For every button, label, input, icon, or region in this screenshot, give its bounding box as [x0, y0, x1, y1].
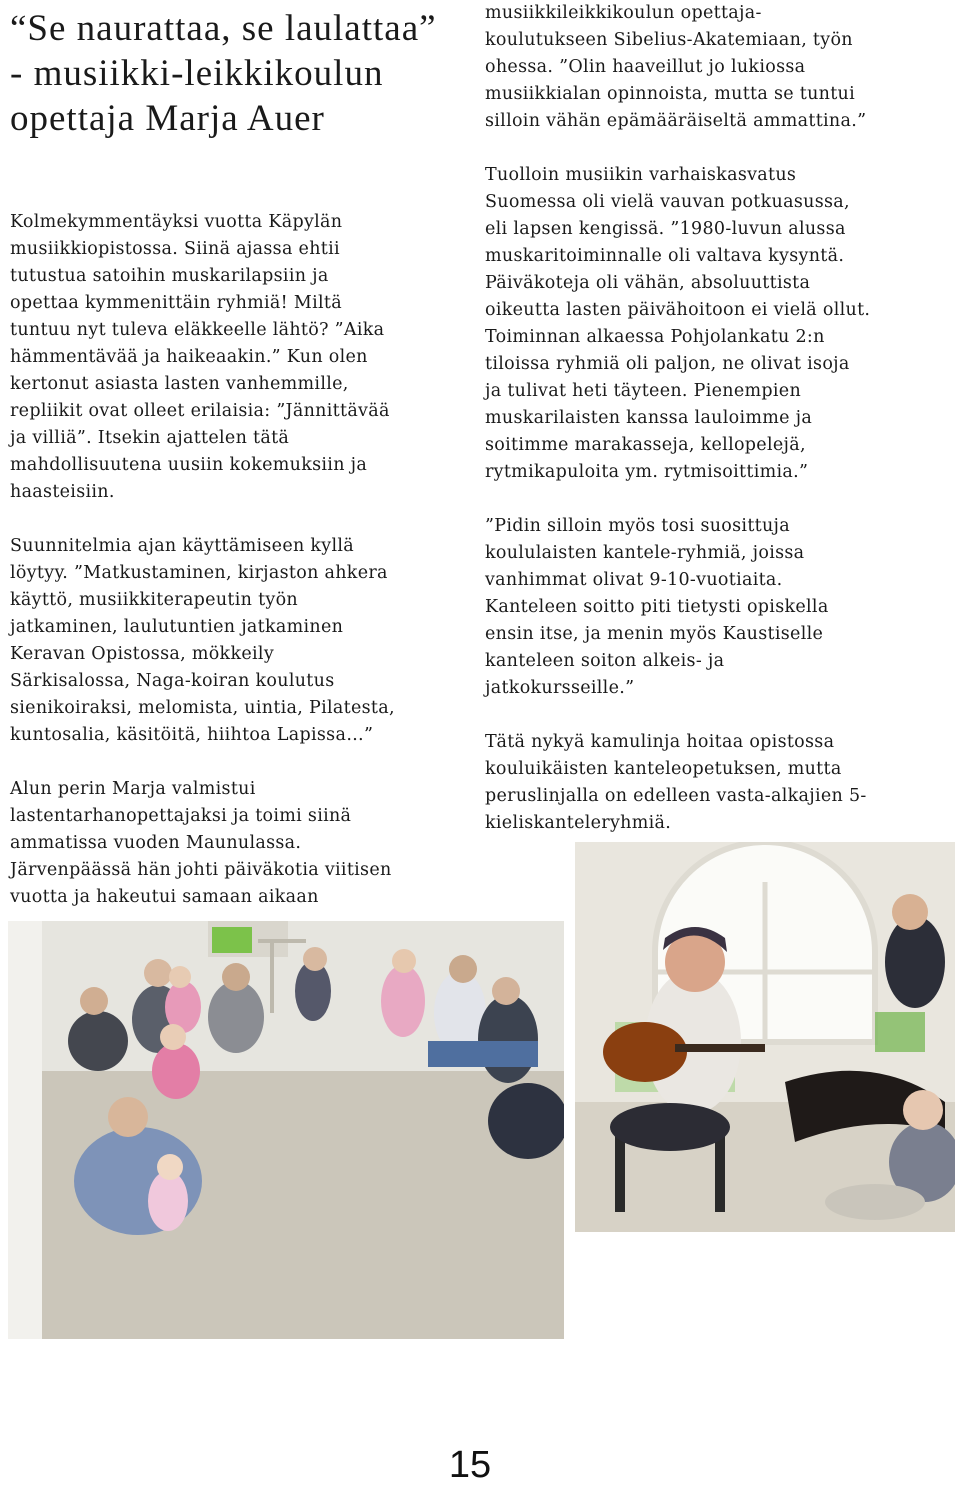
left-column: [10, 209, 455, 938]
photo-music-circle-illustration: [8, 921, 564, 1339]
paragraph: Tätä nykyä kamulinja hoitaa opistossa kouluikäisten kanteleopetuksen, mutta peruslinjalla on edelleen vasta-alkajien 5- kieliskanteleryhmiä.: [485, 732, 867, 833]
paragraph: Tuolloin musiikin varhaiskasvatus Suomessa oli vielä vauvan potkuasussa, eli lapsen kengissä. ”1980-luvun alussa muskaritoiminnalle oli valtava kysyntä. Päiväkoteja oli vähän, absoluuttista oikeutta lasten päivähoitoon ei vielä ollut. Toiminnan alkaessa Pohjolankatu 2:n tiloissa ryhmiä oli paljon, ne olivat isoja ja tulivat heti täyteen. Pienempien muskarilaisten kanssa lauloimme ja soitimme marakasseja, kellopelejä, rytmikapuloita ym. rytmisoittimia.”: [485, 165, 871, 482]
page-number: 15: [448, 1444, 492, 1486]
paragraph: Kolmekymmentäyksi vuotta Käpylän musiikkiopistossa. Siinä ajassa ehtii tutustua satoihin muskarilapsiin ja opettaa kymmenittäin ryhmiä! Miltä tuntuu nyt tuleva eläkkeelle lähtö? ”Aika hämmentävää ja haikeaakin.” Kun olen kertonut asiasta lasten vanhemmille, repliikit ovat olleet erilaisia: ”Jännittävää ja villiä”. Itsekin ajattelen tätä mahdollisuutena uusiin kokemuksiin ja haasteisiin.: [10, 212, 390, 502]
photo-teacher-guitar: [575, 842, 955, 1232]
photo-teacher-guitar-illustration: [575, 842, 955, 1232]
paragraph: ”Pidin silloin myös tosi suosittuja koululaisten kantele-ryhmiä, joissa vanhimmat olivat 9-10-vuotiaita. Kanteleen soitto piti tietysti opiskella ensin itse, ja menin myös Kaustiselle kanteleen soiton alkeis- ja jatkokursseille.”: [485, 516, 829, 698]
article-title: “Se naurattaa, se laulattaa” - musiikki-leikkikoulun opettaja Marja Auer: [10, 8, 437, 139]
photo-music-circle: [8, 921, 564, 1339]
paragraph: Alun perin Marja valmistui lastentarhanopettajaksi ja toimi siinä ammatissa vuoden Maunulassa. Järvenpäässä hän johti päiväkotia viitisen vuotta ja hakeutui samaan aikaan: [10, 779, 392, 907]
right-column: [485, 0, 925, 864]
paragraph: musiikkileikkikoulun opettaja- koulutukseen Sibelius-Akatemiaan, työn ohessa. ”Olin haaveillut jo lukiossa musiikkialan opinnoista, mutta se tuntui silloin vähän epämääräiseltä ammattina.”: [485, 3, 867, 131]
paragraph: Suunnitelmia ajan käyttämiseen kyllä löytyy. ”Matkustaminen, kirjaston ahkera käyttö, musiikkiterapeutin työn jatkaminen, laulutuntien jatkaminen Keravan Opistossa, mökkeily Särkisalossa, Naga-koiran koulutus sienikoiraksi, melomista, uintia, Pilatesta, kuntosalia, käsitöitä, hiihtoa Lapissa…”: [10, 536, 395, 745]
